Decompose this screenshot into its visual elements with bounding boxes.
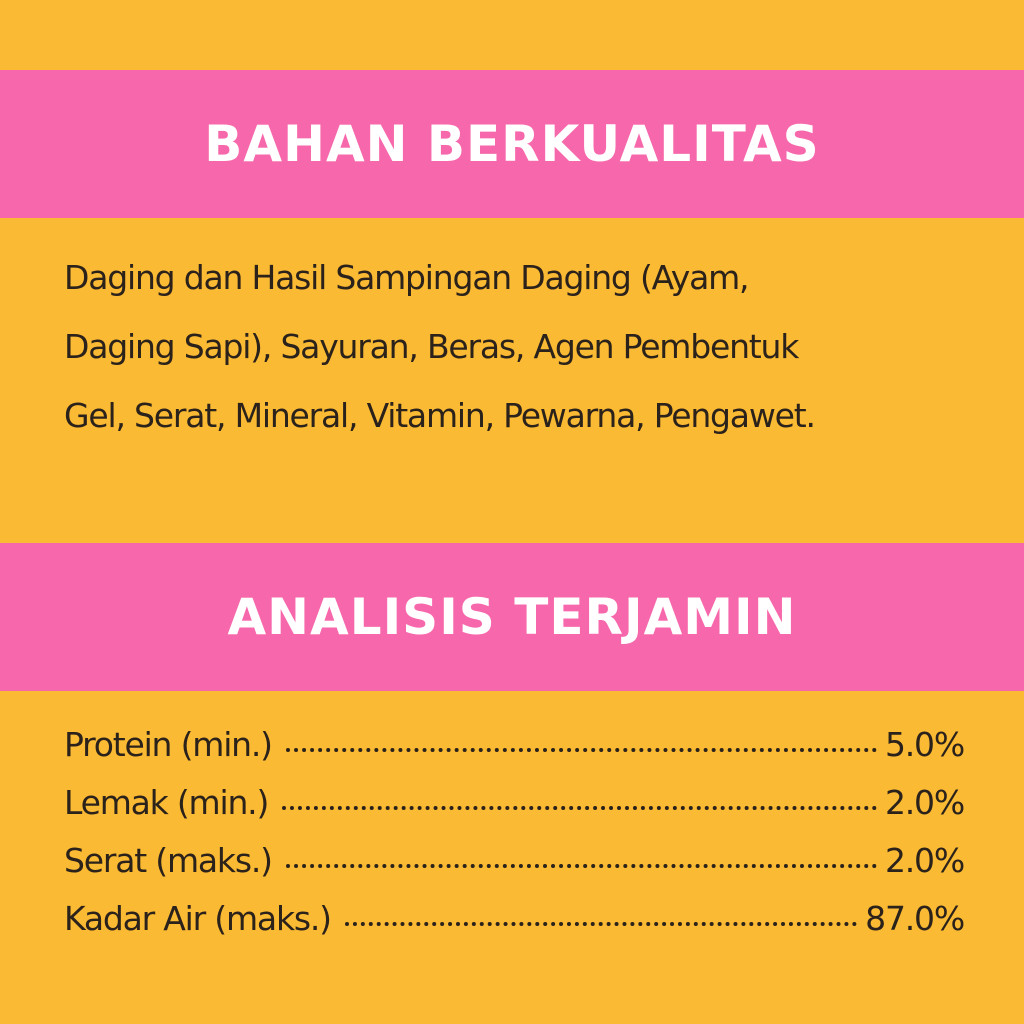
ingredients-title: BAHAN BERKUALITAS [204, 115, 820, 173]
analysis-label: Kadar Air (maks.) [64, 899, 331, 938]
analysis-label: Lemak (min.) [64, 783, 269, 822]
dot-leader [345, 921, 857, 926]
ingredients-line: Gel, Serat, Mineral, Vitamin, Pewarna, Pengawet. [64, 396, 815, 435]
analysis-value: 87.0% [865, 899, 964, 938]
analysis-row-protein [64, 716, 964, 774]
dot-leader [286, 747, 877, 752]
ingredients-line: Daging dan Hasil Sampingan Daging (Ayam, [64, 258, 749, 297]
analysis-banner [0, 543, 1024, 691]
dot-leader [282, 805, 877, 810]
analysis-label: Serat (maks.) [64, 841, 272, 880]
analysis-label: Protein (min.) [64, 725, 272, 764]
analysis-row-fiber [64, 832, 964, 890]
ingredients-line: Daging Sapi), Sayuran, Beras, Agen Pembentuk [64, 327, 799, 366]
analysis-value: 5.0% [884, 725, 964, 764]
analysis-value: 2.0% [884, 841, 964, 880]
analysis-table [64, 716, 964, 948]
analysis-row-fat [64, 774, 964, 832]
dot-leader [286, 863, 877, 868]
ingredients-banner [0, 70, 1024, 218]
analysis-row-moisture [64, 890, 964, 948]
analysis-value: 2.0% [884, 783, 964, 822]
analysis-title: ANALISIS TERJAMIN [227, 588, 797, 646]
ingredients-text [64, 243, 994, 450]
